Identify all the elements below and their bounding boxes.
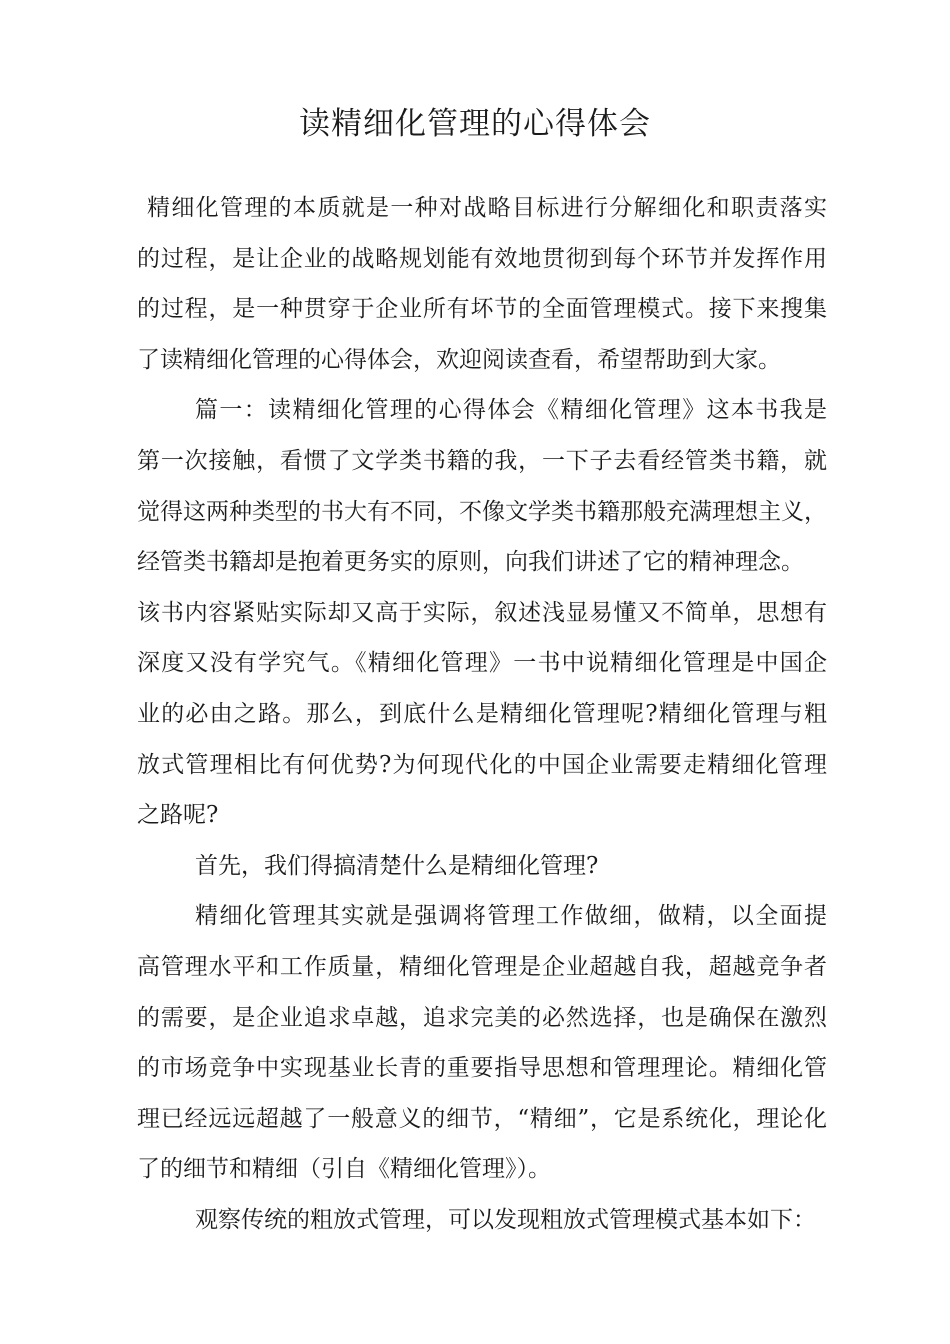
text-line: 放式管理相比有何优势?为何现代化的中国企业需要走精细化管理 <box>137 751 827 778</box>
document-title: 读精细化管理的心得体会 <box>299 106 651 142</box>
text-line: 了读精细化管理的心得体会，欢迎阅读查看，希望帮助到大家。 <box>137 346 781 373</box>
text-line: 的市场竞争中实现基业长青的重要指导思想和管理理论。精细化管 <box>137 1055 827 1082</box>
text-line: 观察传统的粗放式管理，可以发现粗放式管理模式基本如下： <box>195 1206 816 1233</box>
text-line: 的过程，是一种贯穿于企业所有坏节的全面管理模式。接下来搜集 <box>137 296 827 323</box>
text-line: 深度又没有学究气。《精细化管理》一书中说精细化管理是中国企 <box>137 650 827 677</box>
text-line: 篇一：读精细化管理的心得体会《精细化管理》这本书我是 <box>195 397 827 424</box>
text-line: 觉得这两种类型的书大有不同，不像文学类书籍那般充满理想主义， <box>137 498 827 525</box>
text-line: 的需要，是企业追求卓越，追求完美的必然选择，也是确保在激烈 <box>137 1004 827 1031</box>
document-body <box>137 183 827 1245</box>
text-line: 业的必由之路。那么，到底什么是精细化管理呢?精细化管理与粗 <box>137 700 827 727</box>
text-line: 精细化管理的本质就是一种对战略目标进行分解细化和职责落实 <box>147 195 827 221</box>
text-line: 经管类书籍却是抱着更务实的原则，向我们讲述了它的精神理念。 <box>137 549 804 576</box>
text-line: 之路呢? <box>137 802 219 829</box>
text-line: 了的细节和精细（引自《精细化管理》）。 <box>137 1156 551 1183</box>
text-line: 高管理水平和工作质量，精细化管理是企业超越自我，超越竞争者 <box>137 953 827 980</box>
text-line: 理已经远远超越了一般意义的细节，“精细”，它是系统化，理论化 <box>137 1105 827 1132</box>
text-line: 首先，我们得搞清楚什么是精细化管理? <box>195 852 599 879</box>
text-line: 该书内容紧贴实际却又高于实际，叙述浅显易懂又不简单，思想有 <box>137 599 827 626</box>
text-line: 的过程，是让企业的战略规划能有效地贯彻到每个环节并发挥作用 <box>137 245 827 272</box>
text-line: 精细化管理其实就是强调将管理工作做细，做精，以全面提 <box>195 903 827 930</box>
text-line: 第一次接触，看惯了文学类书籍的我，一下子去看经管类书籍，就 <box>137 447 827 474</box>
